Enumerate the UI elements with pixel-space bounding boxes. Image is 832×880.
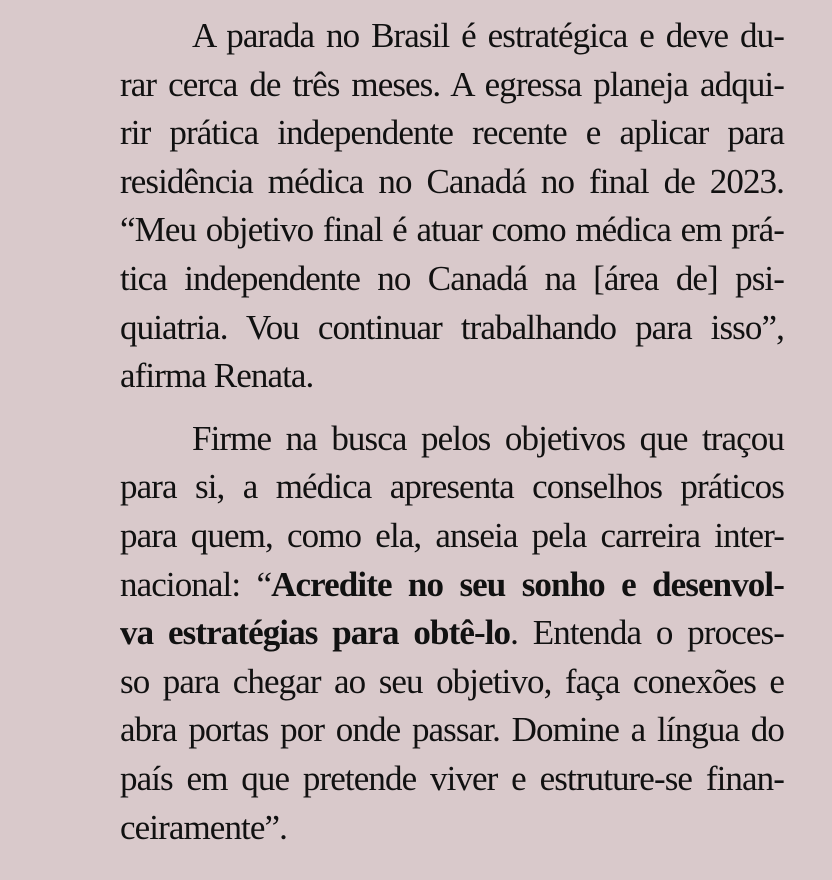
text-line: país em que pretende viver e estruture-se finan- [120, 758, 784, 798]
text-line: para quem, como ela, anseia pela carreira inter- [120, 515, 784, 555]
text-line: para si, a médica apresenta conselhos práticos [120, 467, 784, 507]
paragraph-2 [48, 415, 784, 852]
text-line: A parada no Brasil é estratégica e deve du- [192, 16, 784, 55]
article-body [48, 0, 784, 852]
bold-quote: Acredite no seu sonho e desenvol- [271, 564, 784, 604]
bold-quote: va estratégias para obtê-lo [120, 613, 511, 653]
text-line: tica independente no Canadá na [área de] psi- [120, 258, 784, 298]
text-run: . Entenda o proces- [510, 613, 784, 653]
text-line: quiatria. Vou continuar trabalhando para isso”, [120, 307, 784, 347]
text-line: residência médica no Canadá no final de 2023. [120, 161, 784, 201]
text-line [48, 609, 784, 658]
text-line: afirma Renata. [120, 356, 314, 396]
text-line: ceiramente”. [120, 807, 287, 847]
paragraph-1 [48, 12, 784, 401]
text-run: nacional: “ [120, 564, 272, 604]
text-line: “Meu objetivo final é atuar como médica em prá- [120, 210, 784, 250]
text-line [48, 561, 784, 610]
text-line: so para chegar ao seu objetivo, faça conexões e [120, 661, 784, 701]
text-line: abra portas por onde passar. Domine a língua do [120, 710, 784, 750]
text-line: rar cerca de três meses. A egressa planeja adqui- [120, 64, 784, 104]
text-line: rir prática independente recente e aplicar para [120, 113, 784, 153]
text-line: Firme na busca pelos objetivos que traçou [192, 418, 784, 458]
